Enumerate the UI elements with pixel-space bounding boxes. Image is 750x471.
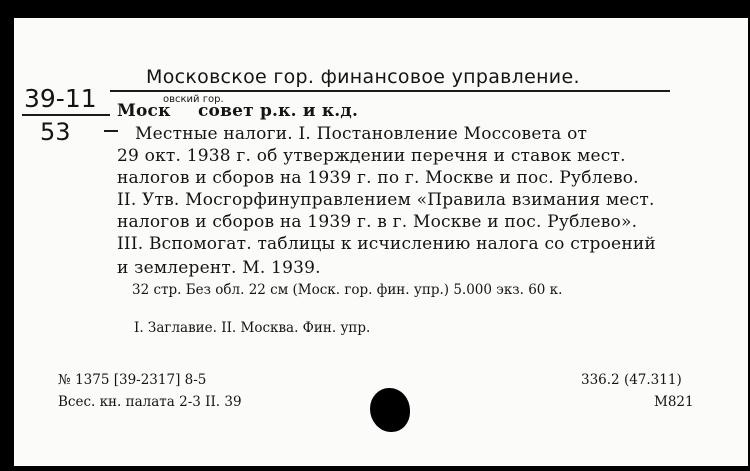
body-line: Местные налоги. I. Постановление Моссовета от bbox=[135, 124, 588, 144]
handwritten-insert: овский гор. bbox=[163, 94, 224, 105]
body-line: налогов и сборов на 1939 г. в г. Москве и пос. Рублево». bbox=[117, 212, 638, 232]
heading-rest: совет р.к. и к.д. bbox=[198, 101, 359, 121]
body-line: II. Утв. Мосгорфинуправлением «Правила взимания мест. bbox=[117, 190, 655, 210]
handwritten-underline bbox=[22, 114, 110, 116]
body-line: 29 окт. 1938 г. об утверждении перечня и ставок мест. bbox=[117, 146, 626, 166]
physical-description: 32 стр. Без обл. 22 см (Моск. гор. фин. упр.) 5.000 экз. 60 к. bbox=[132, 282, 563, 298]
chamber-stamp: Всес. кн. палата 2-3 II. 39 bbox=[58, 394, 242, 410]
handwritten-title-underline bbox=[110, 90, 670, 92]
handwritten-dash bbox=[104, 130, 118, 132]
body-line: III. Вспомогат. таблицы к исчислению налога со строений bbox=[117, 234, 656, 254]
classification-number: 336.2 (47.311) bbox=[581, 372, 682, 388]
body-line: налогов и сборов на 1939 г. по г. Москве и пос. Рублево. bbox=[117, 168, 639, 188]
tracings: I. Заглавие. II. Москва. Фин. упр. bbox=[134, 320, 371, 336]
catalog-card bbox=[14, 18, 748, 466]
handwritten-shelf-number: 39-11 bbox=[24, 84, 97, 113]
handwritten-title: Московское гор. финансовое управление. bbox=[146, 66, 580, 88]
heading-prefix: Моск bbox=[117, 101, 171, 121]
card-number: № 1375 [39-2317] 8-5 bbox=[58, 372, 207, 388]
handwritten-number: 53 bbox=[40, 118, 71, 146]
body-line: и землерент. М. 1939. bbox=[117, 258, 321, 278]
punch-hole bbox=[370, 388, 410, 432]
author-mark: М821 bbox=[654, 394, 694, 410]
